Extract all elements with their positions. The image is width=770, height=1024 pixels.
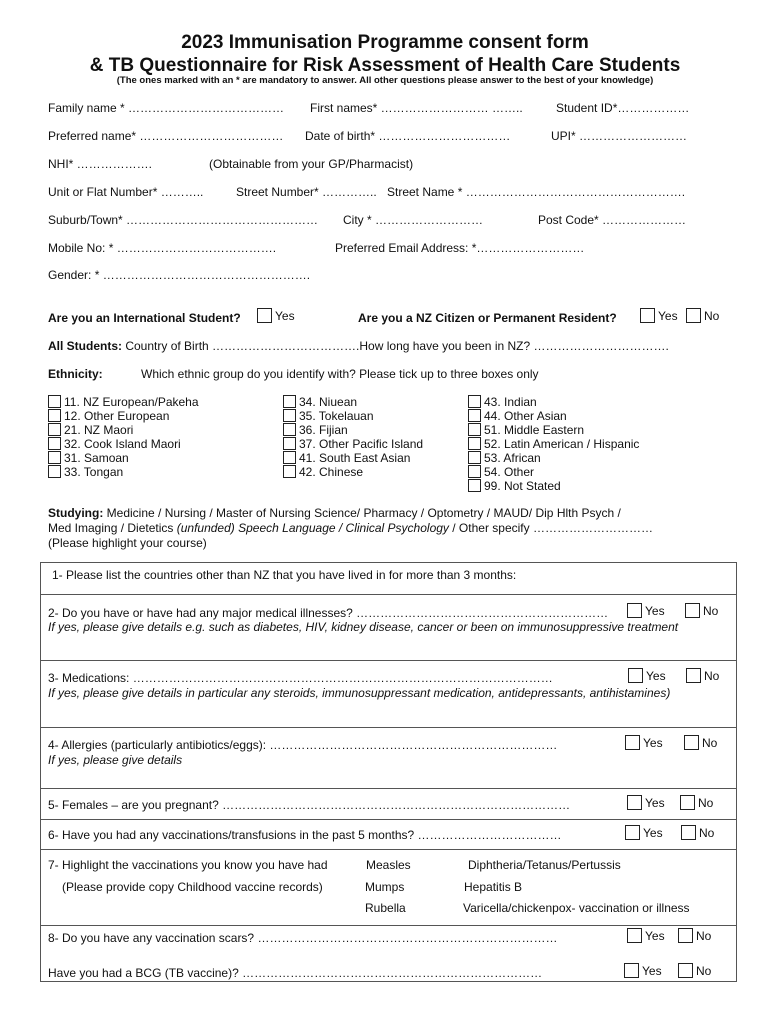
ethnicity-option-label: 54. Other (484, 465, 535, 479)
international-question: Are you an International Student? (48, 311, 241, 325)
email-field[interactable]: Preferred Email Address: *……………………… (335, 241, 585, 255)
ethnicity-option-label: 53. African (484, 451, 541, 465)
ethnicity-option-label: 32. Cook Island Maori (64, 437, 181, 451)
ethnicity-option[interactable] (283, 395, 423, 409)
ethnicity-prompt: Which ethnic group do you identify with? Please tick up to three boxes only (141, 367, 539, 381)
ethnicity-option[interactable] (283, 465, 423, 479)
checkbox-icon[interactable] (283, 423, 296, 436)
citizen-question: Are you a NZ Citizen or Permanent Resident? (358, 311, 617, 325)
upi-field[interactable]: UPI* ……………………… (551, 129, 688, 143)
vaccine-mumps[interactable]: Mumps (365, 880, 405, 894)
question-4: 4- Allergies (particularly antibiotics/eggs): ……………………………………………………………… (48, 738, 558, 752)
q3-no[interactable]: No (686, 668, 719, 683)
ethnicity-option[interactable] (48, 409, 199, 423)
ethnicity-option[interactable] (468, 451, 639, 465)
vaccine-measles[interactable]: Measles (366, 858, 411, 872)
question-3: 3- Medications: …………………………………………………………………………………………… (48, 671, 553, 685)
q5-yes[interactable]: Yes (627, 795, 665, 810)
ethnicity-option[interactable] (468, 395, 639, 409)
form-title-line1: 2023 Immunisation Programme consent form (181, 32, 589, 53)
checkbox-icon[interactable] (48, 423, 61, 436)
checkbox-icon[interactable] (678, 928, 693, 943)
ethnicity-option-label: 37. Other Pacific Island (299, 437, 424, 451)
checkbox-icon[interactable] (468, 423, 481, 436)
q6-no[interactable]: No (681, 825, 714, 840)
ethnicity-column-1 (48, 395, 199, 479)
checkbox-icon[interactable] (48, 437, 61, 450)
checkbox-icon[interactable] (48, 395, 61, 408)
question-8: 8- Do you have any vaccination scars? ………………………………………………………………… (48, 931, 558, 945)
student-id-field[interactable]: Student ID*……………… (556, 101, 690, 115)
checkbox-icon[interactable] (468, 409, 481, 422)
nhi-note: (Obtainable from your GP/Pharmacist) (209, 157, 414, 171)
question-7: 7- Highlight the vaccinations you know you have had (48, 858, 328, 872)
street-name-field[interactable]: Street Name * ………………………………………………. (387, 185, 686, 199)
checkbox-icon[interactable] (627, 603, 642, 618)
q2-no[interactable]: No (685, 603, 718, 618)
nhi-field[interactable]: NHI* ………………. (48, 157, 153, 171)
ethnicity-option[interactable] (283, 409, 423, 423)
ethnicity-option[interactable] (283, 451, 423, 465)
checkbox-icon[interactable] (257, 308, 272, 323)
divider (40, 727, 737, 728)
checkbox-icon[interactable] (625, 735, 640, 750)
vaccine-dtp[interactable]: Diphtheria/Tetanus/Pertussis (468, 858, 621, 872)
ethnicity-option-label: 51. Middle Eastern (484, 423, 585, 437)
question-1: 1- Please list the countries other than NZ that you have lived in for more than 3 months: (52, 568, 517, 582)
q5-no[interactable]: No (680, 795, 713, 810)
family-name-field[interactable]: Family name * ………………………………… (48, 101, 285, 115)
checkbox-icon[interactable] (283, 409, 296, 422)
ethnicity-option-label: 99. Not Stated (484, 479, 561, 493)
q8b-yes[interactable]: Yes (624, 963, 662, 978)
checkbox-icon[interactable] (678, 963, 693, 978)
international-yes[interactable]: Yes (257, 308, 295, 323)
studying-line2: Med Imaging / Dietetics (unfunded) Speech Language / Clinical Psychology / Other specify ………………………… (48, 521, 653, 535)
ethnicity-option[interactable] (48, 423, 199, 437)
vaccine-varicella[interactable]: Varicella/chickenpox- vaccination or illness (463, 901, 690, 915)
question-6: 6- Have you had any vaccinations/transfusions in the past 5 months? ……………………………… (48, 828, 562, 842)
ethnicity-option-label: 31. Samoan (64, 451, 129, 465)
q3-yes[interactable]: Yes (628, 668, 666, 683)
q6-yes[interactable]: Yes (625, 825, 663, 840)
ethnicity-option-label: 44. Other Asian (484, 409, 567, 423)
ethnicity-column-2 (283, 395, 423, 479)
checkbox-icon[interactable] (686, 308, 701, 323)
ethnicity-option[interactable] (48, 465, 199, 479)
ethnicity-option[interactable] (48, 395, 199, 409)
checkbox-icon[interactable] (628, 668, 643, 683)
mobile-field[interactable]: Mobile No: * …………………………………. (48, 241, 277, 255)
question-4-note: If yes, please give details (48, 753, 183, 767)
ethnicity-option-label: 43. Indian (484, 395, 537, 409)
dob-field[interactable]: Date of birth* …………………………… (305, 129, 511, 143)
checkbox-icon[interactable] (468, 451, 481, 464)
checkbox-icon[interactable] (468, 437, 481, 450)
ethnicity-option[interactable] (48, 437, 199, 451)
studying-line3: (Please highlight your course) (48, 536, 207, 550)
checkbox-icon[interactable] (283, 465, 296, 478)
ethnicity-option[interactable] (283, 423, 423, 437)
form-title-line2: & TB Questionnaire for Risk Assessment of Health Care Students (89, 55, 681, 76)
checkbox-icon[interactable] (468, 479, 481, 492)
suburb-field[interactable]: Suburb/Town* ………………………………………… (48, 213, 319, 227)
q2-yes[interactable]: Yes (627, 603, 665, 618)
country-of-birth-field[interactable]: Country of Birth ………………………………. (125, 339, 360, 353)
checkbox-icon[interactable] (468, 465, 481, 478)
q8-no[interactable]: No (678, 928, 711, 943)
question-5: 5- Females – are you pregnant? …………………………………………………………………………… (48, 798, 571, 812)
studying-line1: Studying: Medicine / Nursing / Master of Nursing Science/ Pharmacy / Optometry / MAUD/ Dip Hlth Psych / (48, 506, 621, 520)
q8-yes[interactable]: Yes (627, 928, 665, 943)
ethnicity-option-label: 42. Chinese (299, 465, 364, 479)
ethnicity-option[interactable] (48, 451, 199, 465)
checkbox-icon[interactable] (48, 465, 61, 478)
checkbox-icon[interactable] (685, 603, 700, 618)
checkbox-icon[interactable] (283, 437, 296, 450)
question-8b: Have you had a BCG (TB vaccine)? ………………………………………………………………… (48, 966, 543, 980)
ethnicity-option[interactable] (468, 479, 639, 493)
question-7-note: (Please provide copy Childhood vaccine records) (62, 880, 323, 894)
checkbox-icon[interactable] (686, 668, 701, 683)
divider (40, 849, 737, 850)
checkbox-icon[interactable] (640, 308, 655, 323)
ethnicity-option[interactable] (283, 437, 423, 451)
ethnicity-option-label: 41. South East Asian (299, 451, 411, 465)
ethnicity-option[interactable] (468, 409, 639, 423)
citizen-no[interactable]: No (686, 308, 719, 323)
ethnicity-option[interactable] (468, 423, 639, 437)
checkbox-icon[interactable] (625, 825, 640, 840)
q4-no[interactable]: No (684, 735, 717, 750)
checkbox-icon[interactable] (48, 409, 61, 422)
vaccine-hepatitis-b[interactable]: Hepatitis B (464, 880, 523, 894)
ethnicity-option[interactable] (468, 465, 639, 479)
city-field[interactable]: City * ……………………… (343, 213, 484, 227)
question-2-note: If yes, please give details e.g. such as diabetes, HIV, kidney disease, cancer or been on immunosuppressive treatment (48, 620, 679, 634)
how-long-in-nz-field[interactable]: How long have you been in NZ? ……………………………. (359, 339, 669, 353)
question-3-note: If yes, please give details in particular any steroids, immunosuppressant medication, antidepressants, antihistamines) (48, 686, 671, 700)
ethnicity-option-label: 35. Tokelauan (299, 409, 374, 423)
first-names-field[interactable]: First names* ……………………… …….. (310, 101, 523, 115)
checkbox-icon[interactable] (684, 735, 699, 750)
checkbox-icon[interactable] (48, 451, 61, 464)
question-2: 2- Do you have or have had any major medical illnesses? ……………………………………………………… (48, 606, 609, 620)
q8b-no[interactable]: No (678, 963, 711, 978)
ethnicity-option-label: 21. NZ Maori (64, 423, 134, 437)
checkbox-icon[interactable] (283, 395, 296, 408)
citizen-yes[interactable]: Yes (640, 308, 678, 323)
ethnicity-option-label: 52. Latin American / Hispanic (484, 437, 640, 451)
q4-yes[interactable]: Yes (625, 735, 663, 750)
divider (40, 660, 737, 661)
street-number-field[interactable]: Street Number* ………….. (236, 185, 377, 199)
checkbox-icon[interactable] (468, 395, 481, 408)
ethnicity-option-label: 34. Niuean (299, 395, 358, 409)
vaccine-rubella[interactable]: Rubella (365, 901, 406, 915)
divider (40, 925, 737, 926)
checkbox-icon[interactable] (627, 928, 642, 943)
checkbox-icon[interactable] (680, 795, 695, 810)
checkbox-icon[interactable] (681, 825, 696, 840)
checkbox-icon[interactable] (627, 795, 642, 810)
mandatory-note: (The ones marked with an * are mandatory to answer. All other questions please answer to the best of your knowledge) (116, 75, 654, 86)
ethnicity-option-label: 33. Tongan (64, 465, 124, 479)
post-code-field[interactable]: Post Code* ………………… (538, 213, 687, 227)
checkbox-icon[interactable] (283, 451, 296, 464)
ethnicity-option-label: 11. NZ European/Pakeha (64, 395, 199, 409)
ethnicity-label: Ethnicity: (48, 367, 103, 381)
divider (40, 594, 737, 595)
ethnicity-column-3 (468, 395, 639, 493)
gender-field[interactable]: Gender: * ……………………………………………. (48, 268, 311, 282)
ethnicity-option-label: 12. Other European (64, 409, 170, 423)
divider (40, 788, 737, 789)
ethnicity-option-label: 36. Fijian (299, 423, 348, 437)
unit-field[interactable]: Unit or Flat Number* ……….. (48, 185, 204, 199)
other-course-field[interactable]: / Other specify ………………………… (452, 521, 653, 535)
ethnicity-option[interactable] (468, 437, 639, 451)
preferred-name-field[interactable]: Preferred name* ……………………………… (48, 129, 284, 143)
divider (40, 819, 737, 820)
all-students-row: All Students: Country of Birth ……………………………….How long have you been in NZ? ……………………………. (48, 339, 669, 353)
checkbox-icon[interactable] (624, 963, 639, 978)
